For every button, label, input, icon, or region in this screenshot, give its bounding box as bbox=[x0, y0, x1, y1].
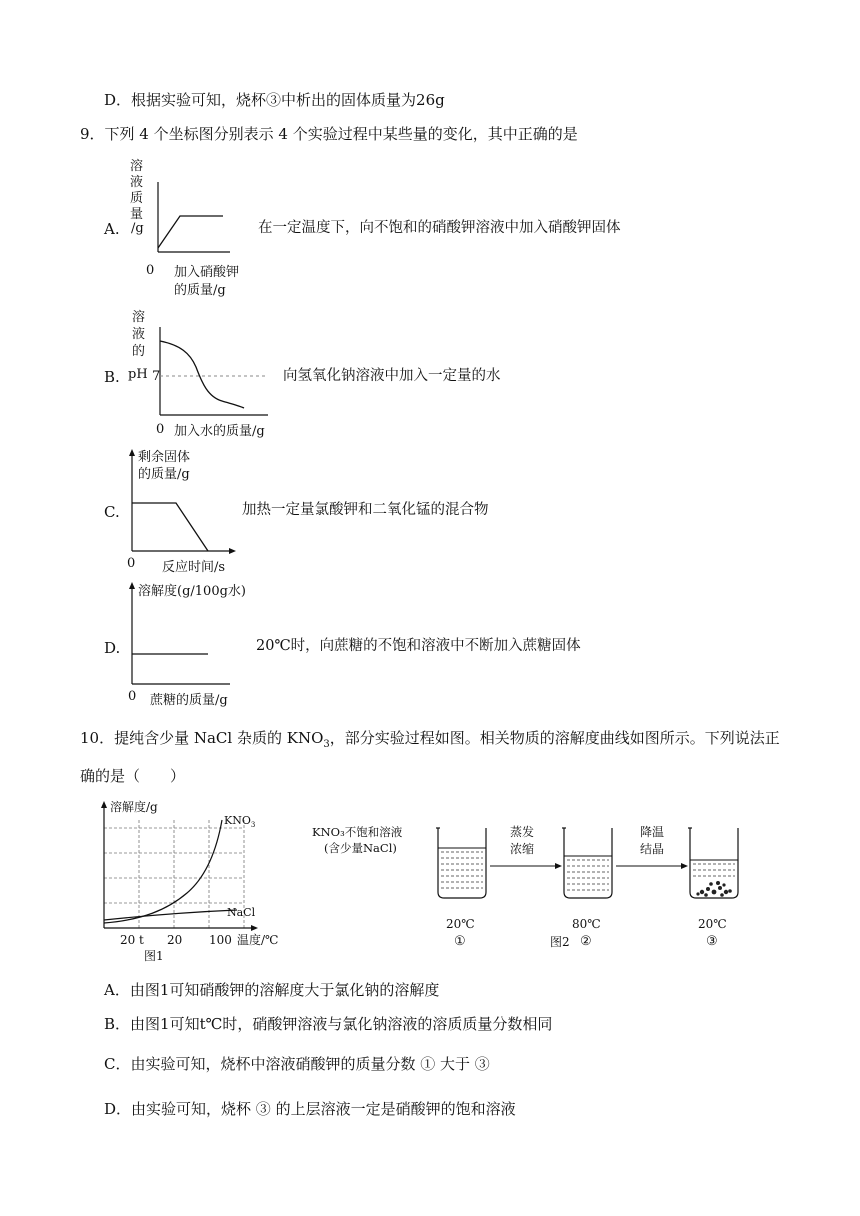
q9a-ylabel-1: 溶 bbox=[130, 159, 144, 174]
q10-option-b: B．由图1可知t℃时，硝酸钾溶液与氯化钠溶液的溶质质量分数相同 bbox=[104, 1015, 553, 1033]
q9-option-c-label: C. bbox=[104, 503, 120, 521]
q9-option-b-text: 向氢氧化钠溶液中加入一定量的水 bbox=[283, 368, 501, 384]
q9c-ylabel-1: 剩余固体 bbox=[138, 450, 191, 465]
q9a-xlabel-1: 加入硝酸钾 bbox=[174, 265, 240, 280]
fig1-kno3-label: $KNO_3$ bbox=[224, 814, 256, 829]
q9a-ylabel-3: 质 bbox=[130, 191, 144, 206]
q9-graph-d bbox=[118, 580, 268, 710]
fig1-nacl-label: NaCl bbox=[227, 906, 256, 919]
fig1-caption: 图1 bbox=[144, 949, 164, 963]
fig1-xtick-2: 20 bbox=[167, 933, 183, 947]
q9c-origin: 0 bbox=[127, 556, 136, 571]
q9a-ylabel-2: 液 bbox=[130, 175, 144, 190]
q10-fig2-experiment bbox=[310, 812, 750, 962]
q9a-ylabel-4: 量 bbox=[130, 207, 144, 222]
q9-option-a-label: A. bbox=[104, 220, 120, 238]
fig1-xtick-t: t bbox=[139, 933, 144, 947]
q9d-origin: 0 bbox=[128, 689, 137, 704]
fig2-beaker3-num: ③ bbox=[706, 934, 718, 949]
fig2-step1-line2: 浓缩 bbox=[510, 842, 535, 856]
fig2-start-line2: (含少量NaCl) bbox=[324, 841, 397, 855]
fig1-kno3-curve bbox=[104, 820, 222, 923]
q9d-xlabel: 蔗糖的质量/g bbox=[150, 693, 228, 708]
fig1-grid bbox=[104, 820, 244, 928]
fig2-step1-line1: 蒸发 bbox=[510, 825, 535, 839]
q10-fig1-solubility-chart bbox=[92, 798, 292, 963]
q9-graph-c bbox=[118, 447, 258, 577]
q9a-xlabel-2: 的质量/g bbox=[174, 283, 226, 298]
q9-option-d-text: 20℃时，向蔗糖的不饱和溶液中不断加入蔗糖固体 bbox=[256, 638, 581, 654]
q9-graph-a bbox=[118, 152, 258, 302]
fig2-beaker2-num: ② bbox=[580, 934, 592, 949]
q9d-ylabel: 溶解度(g/100g水) bbox=[138, 584, 246, 599]
q9-graph-b bbox=[118, 305, 288, 445]
q9c-curve bbox=[132, 503, 208, 551]
q9b-ylabel-3: 的 bbox=[132, 344, 146, 359]
fig1-ylabel: 溶解度/g bbox=[110, 800, 158, 814]
fig2-step2-line1: 降温 bbox=[640, 825, 665, 839]
q9c-xlabel: 反应时间/s bbox=[162, 560, 226, 575]
q9-option-b-label: B. bbox=[104, 368, 120, 386]
fig2-beaker3-temp: 20℃ bbox=[698, 917, 727, 931]
q9b-ylabel-1: 溶 bbox=[132, 310, 146, 325]
q10-option-d: D．由实验可知，烧杯 ③ 的上层溶液一定是硝酸钾的饱和溶液 bbox=[104, 1100, 516, 1118]
q9b-xlabel: 加入水的质量/g bbox=[174, 424, 265, 439]
fig2-step2-line2: 结晶 bbox=[640, 842, 665, 856]
q9-option-a-text: 在一定温度下，向不饱和的硝酸钾溶液中加入硝酸钾固体 bbox=[258, 220, 621, 236]
q9c-ylabel-2: 的质量/g bbox=[138, 467, 190, 482]
q9b-ylabel-4: pH bbox=[128, 367, 148, 382]
fig1-xtick-3: 100 bbox=[209, 933, 232, 947]
q9b-curve bbox=[160, 341, 244, 408]
q9-option-c-text: 加热一定量氯酸钾和二氧化锰的混合物 bbox=[242, 502, 489, 518]
fig1-xtick-1: 20 bbox=[120, 933, 136, 947]
q9b-ylabel-2: 液 bbox=[132, 327, 146, 342]
fig2-beaker-3 bbox=[688, 828, 738, 898]
q8-option-d: D．根据实验可知，烧杯③中析出的固体质量为26g bbox=[104, 91, 445, 109]
fig2-beaker2-temp: 80℃ bbox=[572, 917, 601, 931]
q9b-ref-7: 7 bbox=[152, 369, 161, 384]
q10-option-c: C．由实验可知，烧杯中溶液硝酸钾的质量分数 ① 大于 ③ bbox=[104, 1055, 490, 1073]
fig2-beaker-2 bbox=[562, 828, 612, 898]
q9a-origin: 0 bbox=[146, 263, 155, 278]
q9b-origin: 0 bbox=[156, 422, 165, 437]
q9a-curve bbox=[158, 216, 223, 248]
q9-stem: 9．下列 4 个坐标图分别表示 4 个实验过程中某些量的变化，其中正确的是 bbox=[80, 125, 578, 143]
q9a-ylabel-5: /g bbox=[131, 221, 144, 236]
fig2-caption: 图2 bbox=[550, 935, 570, 949]
fig2-beaker-1 bbox=[436, 828, 486, 898]
q9-option-d-label: D. bbox=[104, 639, 121, 657]
fig1-nacl-curve bbox=[104, 910, 237, 920]
fig2-crystals bbox=[696, 881, 731, 897]
fig2-start-line1: KNO₃不饱和溶液 bbox=[312, 825, 403, 839]
q10-option-a: A．由图1可知硝酸钾的溶解度大于氯化钠的溶解度 bbox=[104, 981, 440, 999]
q10-stem-line1: 10．提纯含少量 NaCl 杂质的 $KNO_3$，部分实验过程如图。相关物质的溶解度曲线如图所示。下列说法正 bbox=[80, 729, 780, 750]
q10-stem-line2: 确的是（ ） bbox=[80, 767, 186, 785]
fig2-beaker1-num: ① bbox=[454, 934, 466, 949]
fig2-beaker1-temp: 20℃ bbox=[446, 917, 475, 931]
fig1-xlabel: 温度/℃ bbox=[237, 933, 279, 947]
